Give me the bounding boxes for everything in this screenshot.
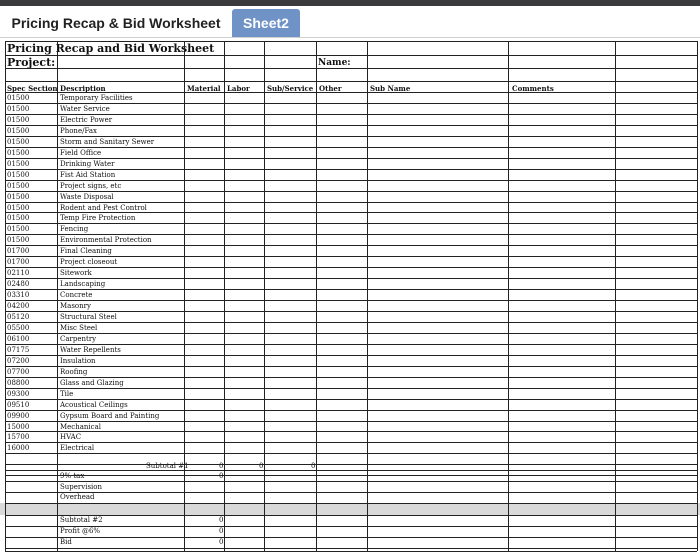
- project-label: Project:: [7, 56, 56, 69]
- description-cell[interactable]: Roofing: [60, 367, 88, 376]
- subtotal1-material-2: 0: [219, 472, 224, 480]
- description-cell[interactable]: Masonry: [60, 302, 91, 311]
- grid-row-line: [5, 322, 697, 323]
- grid-row-line: [5, 147, 697, 148]
- header-comments: Comments: [512, 84, 554, 93]
- grid-row-line: [5, 548, 697, 549]
- header-other: Other: [319, 84, 342, 93]
- spec-section-cell[interactable]: 02480: [7, 280, 30, 289]
- spec-section-cell[interactable]: 05120: [7, 313, 30, 321]
- grid-row-line: [5, 410, 697, 411]
- header-spec-section: Spec Section: [7, 84, 58, 93]
- description-cell[interactable]: Structural Steel: [60, 313, 117, 321]
- description-cell[interactable]: Gypsum Board and Painting: [60, 411, 160, 420]
- sheet-tab-bar: [0, 6, 700, 38]
- spec-section-cell[interactable]: 01500: [7, 181, 30, 190]
- spec-section-cell[interactable]: 06100: [7, 334, 30, 343]
- spec-section-cell[interactable]: 01500: [7, 203, 30, 212]
- spec-section-cell[interactable]: 01700: [7, 258, 30, 267]
- grid-row-line: [5, 481, 697, 482]
- header-sub-name: Sub Name: [370, 84, 411, 93]
- grid-row-line: [5, 158, 697, 159]
- grid-row-line: [5, 399, 697, 400]
- description-cell[interactable]: Temp Fire Protection: [60, 214, 136, 223]
- description-cell[interactable]: Environmental Protection: [60, 236, 152, 245]
- grid-column-line: [697, 41, 698, 551]
- grid-row-line: [5, 311, 697, 312]
- description-cell[interactable]: Misc Steel: [60, 323, 98, 332]
- grid-row-line: [5, 41, 697, 42]
- bid-value: 0: [219, 538, 224, 546]
- spec-section-cell[interactable]: 09510: [7, 400, 30, 409]
- grid-row-line: [5, 114, 697, 115]
- grid-row-line: [5, 223, 697, 224]
- grid-row-line: [5, 55, 697, 56]
- grid-row-line: [5, 125, 697, 126]
- spec-section-cell[interactable]: 01500: [7, 214, 30, 223]
- grid-row-line: [5, 464, 697, 465]
- spec-section-cell[interactable]: 05500: [7, 323, 30, 332]
- grid-row-line: [5, 202, 697, 203]
- grid-row-line: [5, 526, 697, 527]
- grid-row-line: [5, 169, 697, 170]
- spreadsheet-grid[interactable]: [0, 37, 700, 552]
- description-cell[interactable]: Final Cleaning: [60, 247, 112, 256]
- grid-row-line: [5, 470, 697, 471]
- name-label: Name:: [318, 58, 351, 68]
- description-cell[interactable]: Tile: [60, 389, 74, 398]
- spec-section-cell[interactable]: 01500: [7, 236, 30, 245]
- grid-row-line: [5, 245, 697, 246]
- spec-section-cell[interactable]: 01700: [7, 247, 30, 256]
- spec-section-cell[interactable]: 01500: [7, 115, 30, 124]
- separator-band: [0, 503, 700, 515]
- subtotal1-material: 0: [219, 462, 224, 470]
- grid-row-line: [5, 388, 697, 389]
- tab-pricing-recap[interactable]: Pricing Recap & Bid Worksheet: [11, 15, 221, 31]
- grid-row-line: [5, 81, 697, 82]
- subtotal1-other: 0: [311, 462, 316, 470]
- grid-row-line: [5, 344, 697, 345]
- header-sub-service: Sub/Service: [267, 84, 314, 93]
- grid-row-line: [5, 92, 697, 93]
- grid-row-line: [5, 68, 697, 69]
- grid-row-line: [5, 515, 697, 516]
- spec-section-cell[interactable]: 01500: [7, 137, 30, 146]
- subtotal2-value: 0: [219, 516, 224, 524]
- spec-section-cell[interactable]: 07175: [7, 345, 30, 354]
- description-cell[interactable]: Acoustical Ceilings: [60, 400, 128, 409]
- grid-row-line: [5, 103, 697, 104]
- spec-section-cell[interactable]: 15000: [7, 422, 30, 431]
- profit-label: Profit @6%: [60, 527, 101, 535]
- description-cell[interactable]: Storm and Sanitary Sewer: [60, 137, 155, 146]
- description-cell[interactable]: Electrical: [60, 444, 95, 453]
- tab-sheet2[interactable]: Sheet2: [232, 9, 300, 37]
- grid-row-line: [5, 537, 697, 538]
- spec-section-cell[interactable]: 01500: [7, 126, 30, 135]
- description-cell[interactable]: Field Office: [60, 148, 102, 157]
- grid-row-line: [5, 300, 697, 301]
- spec-section-cell[interactable]: 01500: [7, 159, 30, 168]
- profit-value: 0: [219, 527, 224, 535]
- spec-section-cell[interactable]: 01500: [7, 192, 30, 201]
- subtotal2-label: Subtotal #2: [60, 516, 103, 524]
- grid-row-line: [5, 492, 697, 493]
- description-cell[interactable]: Insulation: [60, 356, 96, 365]
- spec-section-cell[interactable]: 08800: [7, 378, 30, 387]
- spec-section-cell[interactable]: 01500: [7, 225, 30, 234]
- description-cell[interactable]: Project closeout: [60, 258, 118, 267]
- bid-label: Bid: [60, 538, 72, 546]
- subtotal1-label: Subtotal #1: [146, 462, 189, 470]
- spec-section-cell[interactable]: 09300: [7, 389, 30, 398]
- spec-section-cell[interactable]: 03310: [7, 291, 30, 300]
- description-cell[interactable]: Electric Power: [60, 115, 113, 124]
- grid-row-line: [5, 453, 697, 454]
- header-description: Description: [60, 84, 106, 93]
- description-cell[interactable]: Phone/Fax: [60, 126, 97, 135]
- description-cell[interactable]: Carpentry: [60, 334, 97, 343]
- description-cell[interactable]: Landscaping: [60, 280, 106, 289]
- spec-section-cell[interactable]: 01500: [7, 104, 30, 113]
- grid-row-line: [5, 267, 697, 268]
- tax-label: 9% tax: [60, 472, 85, 480]
- grid-row-line: [5, 431, 697, 432]
- grid-row-line: [5, 355, 697, 356]
- grid-row-line: [5, 256, 697, 257]
- grid-row-line: [5, 180, 697, 181]
- spec-section-cell[interactable]: 01500: [7, 148, 30, 157]
- overhead-label: Overhead: [60, 493, 95, 501]
- grid-row-line: [5, 278, 697, 279]
- grid-row-line: [5, 212, 697, 213]
- description-cell[interactable]: Drinking Water: [60, 159, 115, 168]
- description-cell[interactable]: Waste Disposal: [60, 192, 114, 201]
- description-cell[interactable]: Fist Aid Station: [60, 170, 116, 179]
- spec-section-cell[interactable]: 16000: [7, 444, 30, 453]
- description-cell[interactable]: Project signs, etc: [60, 181, 122, 190]
- grid-row-line: [5, 136, 697, 137]
- spec-section-cell[interactable]: 01500: [7, 94, 30, 102]
- description-cell[interactable]: HVAC: [60, 433, 82, 442]
- header-material: Material: [187, 84, 221, 93]
- grid-row-line: [5, 333, 697, 334]
- spec-section-cell[interactable]: 02110: [7, 269, 30, 278]
- grid-row-line: [5, 442, 697, 443]
- spec-section-cell[interactable]: 07700: [7, 367, 30, 376]
- grid-row-line: [5, 377, 697, 378]
- header-labor: Labor: [227, 84, 250, 93]
- description-cell[interactable]: Glass and Glazing: [60, 378, 124, 387]
- grid-row-line: [5, 475, 697, 476]
- description-cell[interactable]: Temporary Facilities: [60, 94, 133, 102]
- description-cell[interactable]: Sitework: [60, 269, 92, 278]
- description-cell[interactable]: Water Repellents: [60, 345, 121, 354]
- description-cell[interactable]: Fencing: [60, 225, 89, 234]
- grid-row-line: [5, 191, 697, 192]
- supervision-label: Supervision: [60, 483, 103, 491]
- spec-section-cell[interactable]: 07200: [7, 356, 30, 365]
- grid-row-line: [5, 421, 697, 422]
- spec-section-cell[interactable]: 04200: [7, 302, 30, 311]
- grid-row-line: [5, 289, 697, 290]
- grid-row-line: [5, 234, 697, 235]
- grid-row-line: [5, 503, 697, 504]
- grid-row-line: [5, 366, 697, 367]
- subtotal1-labor: 0: [259, 462, 264, 470]
- sheet-title: Pricing Recap and Bid Worksheet: [7, 42, 215, 55]
- description-cell[interactable]: Water Service: [60, 104, 110, 113]
- description-cell[interactable]: Concrete: [60, 291, 93, 300]
- description-cell[interactable]: Mechanical: [60, 422, 101, 431]
- description-cell[interactable]: Rodent and Pest Control: [60, 203, 147, 212]
- spec-section-cell[interactable]: 01500: [7, 170, 30, 179]
- spec-section-cell[interactable]: 15700: [7, 433, 30, 442]
- spec-section-cell[interactable]: 09900: [7, 411, 30, 420]
